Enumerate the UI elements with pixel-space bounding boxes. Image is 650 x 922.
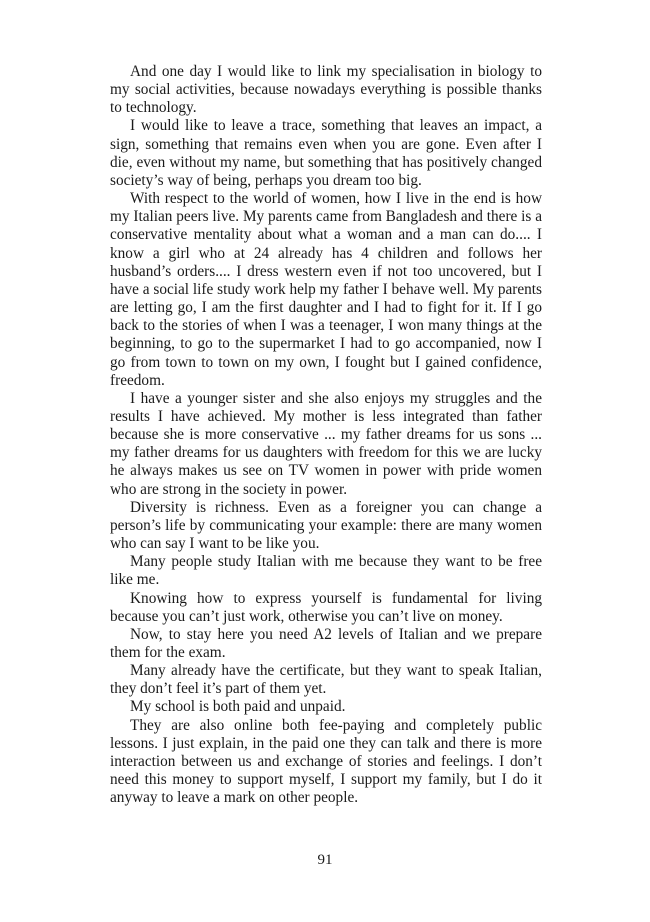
- paragraph: They are also online both fee-paying and completely public lessons. I just explain, in the paid one they can talk and there is more interaction between us and exchange of stories and feelings. I don’t need this money to support myself, I support my family, but I do it anyway to leave a mark on other people.: [110, 716, 542, 807]
- paragraph: Many people study Italian with me because they want to be free like me.: [110, 553, 542, 589]
- paragraph: I have a younger sister and she also enjoys my struggles and the results I have achieved. My mother is less integrated than father because she is more conservative ... my father dreams for us sons ... my father dreams for us daughters with freedom for this we are lucky he always makes us see on TV women in power with pride women who are strong in the society in power.: [110, 389, 542, 498]
- paragraph: Now, to stay here you need A2 levels of Italian and we prepare them for the exam.: [110, 625, 542, 661]
- page-number: 91: [317, 852, 333, 868]
- paragraph: I would like to leave a trace, something that leaves an impact, a sign, something that remains even when you are gone. Even after I die, even without my name, but something that has positively changed society’s way of being, perhaps you dream too big.: [110, 117, 542, 189]
- paragraph: With respect to the world of women, how I live in the end is how my Italian peers live. My parents came from Bangladesh and there is a conservative mentality about what a woman and a man can do.... I know a girl who at 24 already has 4 children and follows her husband’s orders.... I dress western even if not too uncovered, but I have a social life study work help my father I behave well. My parents are letting go, I am the first daughter and I had to fight for it. If I go back to the stories of when I was a teenager, I won many things at the beginning, to go to the supermarket I had to go accompanied, now I go from town to town on my own, I fought but I gained confidence, freedom.: [110, 190, 542, 389]
- body-text: [110, 63, 542, 807]
- paragraph: My school is both paid and unpaid.: [130, 698, 346, 716]
- paragraph: Knowing how to express yourself is fundamental for living because you can’t just work, otherwise you can’t live on money.: [110, 589, 542, 625]
- paragraph: Many already have the certificate, but they want to speak Italian, they don’t feel it’s part of them yet.: [110, 662, 542, 698]
- paragraph: Diversity is richness. Even as a foreigner you can change a person’s life by communicating your example: there are many women who can say I want to be like you.: [110, 498, 542, 553]
- paragraph: And one day I would like to link my specialisation in biology to my social activities, because nowadays everything is possible thanks to technology.: [110, 63, 542, 117]
